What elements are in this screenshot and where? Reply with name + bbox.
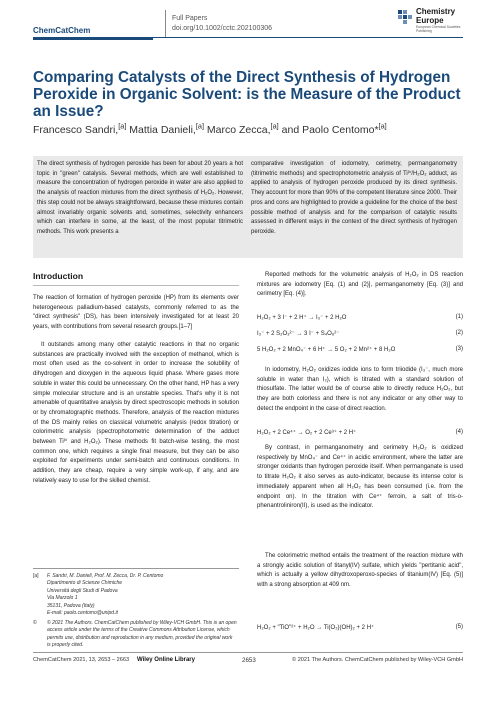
equation-number: (4) [455,429,463,435]
footer-citation: ChemCatChem 2021, 13, 2653 – 2663 [33,657,130,663]
header-rule-accent [33,38,153,40]
affiliation-marker: [a] [195,121,205,131]
author-name: Francesco Sandri, [33,124,119,136]
affiliation-lines: F. Sandri, M. Danieli, Prof. M. Zecca, Dr. P. Centomo Dipartimento di Scienze Chimiche Università degli Studi di Padova Via Marzolo 1 35131, Padova (Italy) E-mail: paolo.centomo@unipd.it [47,573,237,617]
equation-number: (1) [455,314,463,320]
journal-name: ChemCatChem [33,26,91,35]
equation-3 [257,346,463,356]
author-name: Marco Zecca, [204,124,271,136]
open-access-icon: © [33,620,37,626]
footnote-marker: [a] [33,573,39,579]
equation-expression: H₂O₂ + "TiO"²⁺ + H₂O → Ti(O₂)(OH)₂ + 2 H⁺ [257,625,375,631]
affiliation-marker: [a] [118,121,127,131]
author-email-link[interactable]: E-mail: paolo.centomo@unipd.it [47,610,118,617]
footnote-rule [33,568,239,569]
chemistry-europe-logo-icon [398,10,412,26]
abstract-column-1: The direct synthesis of hydrogen peroxide has been for about 20 years a hot topic in "green" catalysis. Several methods, which are well established to measure the concentration of hydrogen peroxide in water are also applied to the analysis of reaction mixtures from the direct synthesis of H₂O₂. However, this step could not be always straightforward, because these mixtures contain almost invariably organic solvents and, sometimes, selectivity enhancers which can interfere in some, at the least, of the most popular titrimetric methods. This work presents a [37,161,243,235]
doi-link[interactable]: doi.org/10.1002/cctc.202100306 [172,25,273,32]
equation-number: (2) [455,330,463,336]
author-name: and Paolo Centomo* [278,124,379,136]
equation-expression: H₂O₂ + 2 Ce⁴⁺ → O₂ + 2 Ce³⁺ + 2 H⁺ [257,430,357,436]
equation-5 [257,624,463,634]
equation-1 [257,314,463,324]
license-text: © 2021 The Authors. ChemCatChem published by Wiley-VCH GmbH. This is an open access article under the terms of the Creative Commons Attribution License, which permits use, distribution and reproduction in any medium, provided the original work is properly cited. [47,620,237,649]
footer-page-number: 2653 [242,657,256,664]
affiliation-marker: [a] [378,121,387,131]
equation-4 [257,429,463,439]
affiliation-marker: [a] [270,121,279,131]
iodometry-paragraph: In iodometry, H₂O₂ oxidizes iodide ions to form triiodide (I₃⁻, much more soluble in water than I₂), which is titrated with a standard solution of thiosulfate. The latter would be of course able to directly reduce H₂O₂, but they are both colorless and there is not any indicator or any other way to detect the endpoint in the case of direct reaction. [257,367,463,412]
footer-library-link[interactable]: Wiley Online Library [137,657,195,663]
intro-paragraph-2: It outstands among many other catalytic reactions in that no organic substances are practically involved with the exception of methanol, which is most often used as the co-solvent in order to increase the solubility of dihydrogen and dioxygen in the aqueous liquid phase. Where gases more soluble in water this could be unnecessary. On the other hand, HP has a very simple molecular structure and is an unstable species. That's why it is not amenable of quantitative analysis by direct spectroscopic methods in solution or by chromatographic methods. Therefore, analysis of the reaction mixtures of the DS mainly relies on classical volumetric analysis (redox titration) or colorimetric analysis (spectrophotometric determination of the adduct between Tiᴵⱽ and H₂O₂). These methods fit batch-wise testing, the most common one, which requires a single final measure, but they can be also exploited for experiments under semi-batch and continuous conditions. In addition, they are cheap, require a very simple work-up, if any, and are relatively easy to use for the skilled chemist. [33,342,239,484]
publisher-logo [398,8,473,34]
intro-paragraph-1: The reaction of formation of hydrogen peroxide (HP) from its elements over heterogeneous palladium-based catalysts, commonly referred to as the "direct synthesis" (DS), has been intensively investigated for at least 20 years, with contributions from several research groups.[1–7] [33,295,239,331]
methods-paragraph-1: Reported methods for the volumetric analysis of H₂O₂ in DS reaction mixtures are iodometry [Eq. (1) and (2)], permanganometry [Eq. (3)] and cerimetry [Eq. (4)]. [257,272,463,298]
footer-copyright: © 2021 The Authors. ChemCatChem published by Wiley-VCH GmbH [292,657,463,663]
article-type: Full Papers [172,15,208,22]
header-divider [165,10,166,38]
author-name: Mattia Danieli, [126,124,196,136]
footer-rule [33,652,463,653]
equation-number: (5) [455,624,463,630]
author-list [33,121,387,136]
colorimetric-paragraph: The colorimetric method entails the treatment of the reaction mixture with a strongly acidic solution of titanyl(IV) sulfate, which yields "pertitanic acid", which is actually a yellow dihydroxoperoxo-species of titanium(IV) [Eq. (5)] with a strong absorption at 409 nm. [257,553,463,589]
equation-number: (3) [455,346,463,352]
equation-2 [257,330,463,340]
publisher-name: Chemistry Europe [416,7,456,25]
article-title: Comparing Catalysts of the Direct Synthesis of Hydrogen Peroxide in Organic Solvent: is the Measure of the Product an Issue? [33,69,461,120]
equation-expression: I₃⁻ + 2 S₂O₃²⁻ → 3 I⁻ + S₄O₆²⁻ [257,331,340,337]
abstract-column-2: comparative investigation of iodometry, cerimetry, permanganometry (titrimetric methods) and spectrophotometric analysis of Tiᴵⱽ/H₂O₂ adduct, as applied to analysis of hydrogen peroxide produced by its direct synthesis. They account for more than 90% of the competent literature since 2000. Their pros and cons are highlighted to provide a guideline for the choice of the best possible method of analysis and for the comparison of catalytic results assessed in different ways in the context of the direct synthesis of hydrogen peroxide. [251,161,458,235]
section-heading-introduction: Introduction [33,271,84,281]
equation-expression: H₂O₂ + 3 I⁻ + 2 H⁺ → I₃⁻ + 2 H₂O [257,315,347,321]
publisher-subtitle: European Chemical Societies Publishing [416,25,461,33]
abstract-box [33,156,463,258]
equation-expression: 5 H₂O₂ + 2 MnO₄⁻ + 6 H⁺ → 5 O₂ + 2 Mn²⁺ + 8 H₂O [257,347,396,353]
permanganometry-paragraph: By contrast, in permanganometry and cerimetry H₂O₂ is oxidized respectively by MnO₄⁻ and Ce⁴⁺ in acidic environment, where the latter are stronger oxidants than hydrogen peroxide itself. When permanganate is used to titrate H₂O₂ it also serves as auto-indicator, because its intense color is immediately apparent when all H₂O₂ has been consumed (i.e. from the endpoint on). In the titration with Ce⁴⁺ ferroin, a salt of tris-o-phenantroliniron(II), is used as the indicator. [257,445,463,510]
section-rule [33,285,239,286]
